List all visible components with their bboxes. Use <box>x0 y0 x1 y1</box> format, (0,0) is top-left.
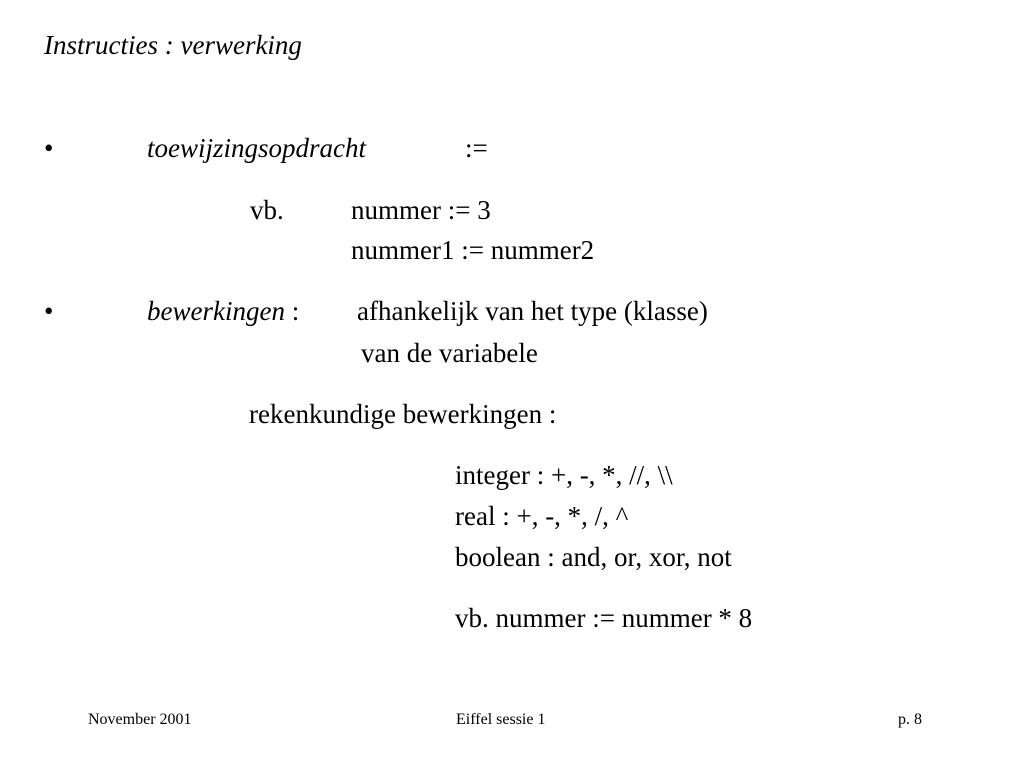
operation-boolean: boolean : and, or, xor, not <box>455 542 732 572</box>
bullet-marker-2: • <box>44 296 54 326</box>
bullet1-operator: := <box>465 133 488 163</box>
footer-title: Eiffel sessie 1 <box>456 711 546 728</box>
bullet2-subheading: rekenkundige bewerkingen : <box>249 399 557 429</box>
bullet1-term: toewijzingsopdracht <box>147 133 367 163</box>
bullet1-example-1: nummer := 3 <box>351 195 491 225</box>
bullet1-example-2: nummer1 := nummer2 <box>351 235 595 265</box>
operation-real: real : +, -, *, /, ^ <box>455 501 629 531</box>
bullet2-separator: : <box>284 296 300 326</box>
footer-page-number: p. 8 <box>898 711 922 728</box>
bullet2-line <box>147 295 299 327</box>
slide-title: Instructies : verwerking <box>44 30 302 60</box>
bullet2-term: bewerkingen <box>147 296 285 326</box>
bullet2-description-line1: afhankelijk van het type (klasse) <box>357 296 708 326</box>
footer-date: November 2001 <box>88 711 192 728</box>
operation-integer: integer : +, -, *, //, \\ <box>455 460 673 490</box>
bullet-marker-1: • <box>44 133 54 163</box>
bullet1-example-label: vb. <box>250 195 284 225</box>
bullet2-description-line2: van de variabele <box>361 338 538 368</box>
bullet2-example: vb. nummer := nummer * 8 <box>455 603 753 633</box>
